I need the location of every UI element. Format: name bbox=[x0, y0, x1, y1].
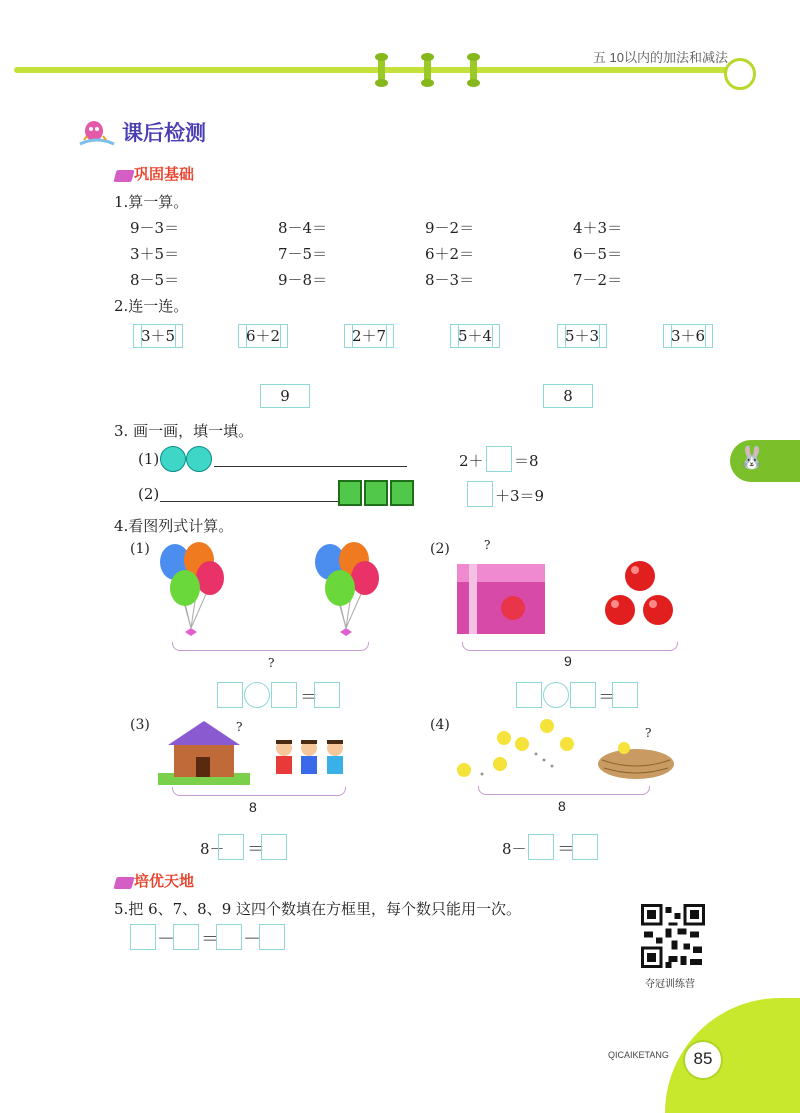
q1-expr: 8－4＝ bbox=[278, 219, 328, 237]
answer-box[interactable] bbox=[217, 682, 243, 708]
ring-binder-icon bbox=[424, 55, 431, 85]
answer-box[interactable] bbox=[259, 924, 285, 950]
q1-expr: 4＋3＝ bbox=[573, 219, 623, 237]
answer-box[interactable] bbox=[516, 682, 542, 708]
operator-circle[interactable] bbox=[543, 682, 569, 708]
match-option[interactable]: 5＋3 bbox=[557, 324, 607, 348]
q3-eq2-right: ＋3＝9 bbox=[495, 487, 545, 505]
qr-caption: 夺冠训练营 bbox=[645, 979, 695, 990]
brace bbox=[478, 786, 650, 795]
answer-box[interactable] bbox=[130, 924, 156, 950]
q4-part4-label: (4) bbox=[430, 717, 450, 733]
operator-circle[interactable] bbox=[244, 682, 270, 708]
total-label: 9 bbox=[564, 653, 572, 669]
balloon-bunch-icon bbox=[310, 540, 382, 645]
q1-expr: 7－2＝ bbox=[573, 271, 623, 289]
question-mark: ? bbox=[268, 656, 275, 670]
part2-title: 培优天地 bbox=[134, 872, 195, 890]
answer-box[interactable] bbox=[467, 481, 493, 507]
q1-expr: 9－8＝ bbox=[278, 271, 328, 289]
answer-box[interactable] bbox=[173, 924, 199, 950]
q3-eq1-right: ＝8 bbox=[514, 452, 539, 470]
q3-part2-label: (2) bbox=[138, 485, 160, 503]
answer-box[interactable] bbox=[314, 682, 340, 708]
answer-box[interactable] bbox=[271, 682, 297, 708]
q1-expr: 9－3＝ bbox=[130, 219, 180, 237]
q3-part1-label: (1) bbox=[138, 450, 160, 468]
answer-box[interactable] bbox=[216, 924, 242, 950]
header-rule bbox=[14, 67, 732, 73]
match-target[interactable]: 9 bbox=[260, 384, 310, 408]
section-title: 课后检测 bbox=[122, 121, 206, 145]
square-shape bbox=[338, 480, 362, 506]
q1-expr: 6＋2＝ bbox=[425, 245, 475, 263]
answer-box[interactable] bbox=[528, 834, 554, 860]
q4-part2-label: (2) bbox=[430, 541, 450, 557]
cartoon-bird-icon bbox=[78, 118, 116, 148]
brand-text: QICAIKETANG bbox=[608, 1050, 669, 1060]
minus-sign: － bbox=[157, 929, 175, 950]
total-label: 8 bbox=[558, 798, 566, 814]
total-label: 8 bbox=[249, 799, 257, 815]
square-shape bbox=[390, 480, 414, 506]
q2-title: 2.连一连。 bbox=[114, 297, 189, 315]
pencil-box-icon bbox=[113, 170, 134, 182]
circle-shape bbox=[186, 446, 212, 472]
brace bbox=[172, 642, 369, 651]
question-mark: ? bbox=[645, 726, 652, 740]
q1-expr: 6－5＝ bbox=[573, 245, 623, 263]
bunny-icon: 🐰 bbox=[738, 446, 766, 471]
equal-sign: ＝ bbox=[598, 687, 616, 708]
minus-sign: － bbox=[243, 929, 261, 950]
q1-title: 1.算一算。 bbox=[114, 193, 189, 211]
qr-code-icon[interactable] bbox=[641, 904, 705, 968]
kids-icon bbox=[272, 738, 350, 782]
ring-binder-icon bbox=[470, 55, 477, 85]
side-tab bbox=[730, 440, 800, 482]
q5-title: 5.把 6、7、8、9 这四个数填在方框里，每个数只能用一次。 bbox=[114, 900, 522, 918]
q1-expr: 9－2＝ bbox=[425, 219, 475, 237]
eq-prefix: 8－ bbox=[502, 840, 527, 858]
balloon-bunch-icon bbox=[155, 540, 227, 645]
q3-eq1-left: 2＋ bbox=[459, 452, 484, 470]
equal-sign: ＝ bbox=[300, 687, 318, 708]
page-number: 85 bbox=[683, 1040, 723, 1080]
brace bbox=[172, 787, 346, 796]
pencil-box-icon bbox=[113, 877, 134, 889]
circle-shape bbox=[160, 446, 186, 472]
equal-sign: ＝ bbox=[247, 839, 265, 860]
gift-box-icon bbox=[455, 558, 547, 636]
q1-expr: 3＋5＝ bbox=[130, 245, 180, 263]
ring-binder-icon bbox=[378, 55, 385, 85]
answer-box[interactable] bbox=[261, 834, 287, 860]
drawing-line[interactable] bbox=[160, 501, 338, 502]
match-option[interactable]: 3＋6 bbox=[663, 324, 713, 348]
equal-sign: ＝ bbox=[201, 929, 219, 950]
question-mark: ? bbox=[236, 720, 243, 734]
answer-box[interactable] bbox=[612, 682, 638, 708]
question-mark: ? bbox=[484, 538, 491, 552]
match-option[interactable]: 3＋5 bbox=[133, 324, 183, 348]
chapter-title: 五 10以内的加法和减法 bbox=[592, 50, 728, 65]
answer-box[interactable] bbox=[572, 834, 598, 860]
q4-title: 4.看图列式计算。 bbox=[114, 517, 234, 535]
part1-title: 巩固基础 bbox=[134, 165, 195, 183]
q1-expr: 8－3＝ bbox=[425, 271, 475, 289]
brace bbox=[462, 642, 678, 651]
q1-expr: 7－5＝ bbox=[278, 245, 328, 263]
bunny-badge-icon bbox=[724, 58, 756, 90]
answer-box[interactable] bbox=[486, 446, 512, 472]
answer-box[interactable] bbox=[218, 834, 244, 860]
drawing-line[interactable] bbox=[214, 466, 407, 467]
eq-prefix: 8－ bbox=[200, 840, 225, 858]
q4-part3-label: (3) bbox=[130, 717, 150, 733]
equal-sign: ＝ bbox=[557, 839, 575, 860]
nest-icon bbox=[596, 738, 676, 780]
match-target[interactable]: 8 bbox=[543, 384, 593, 408]
match-option[interactable]: 2＋7 bbox=[344, 324, 394, 348]
match-option[interactable]: 6＋2 bbox=[238, 324, 288, 348]
q1-expr: 8－5＝ bbox=[130, 271, 180, 289]
square-shape bbox=[364, 480, 388, 506]
apples-icon bbox=[604, 558, 676, 630]
q3-title: 3. 画一画，填一填。 bbox=[114, 422, 254, 440]
match-option[interactable]: 5＋4 bbox=[450, 324, 500, 348]
chicks-icon bbox=[452, 716, 584, 782]
answer-box[interactable] bbox=[570, 682, 596, 708]
q4-part1-label: (1) bbox=[130, 541, 150, 557]
